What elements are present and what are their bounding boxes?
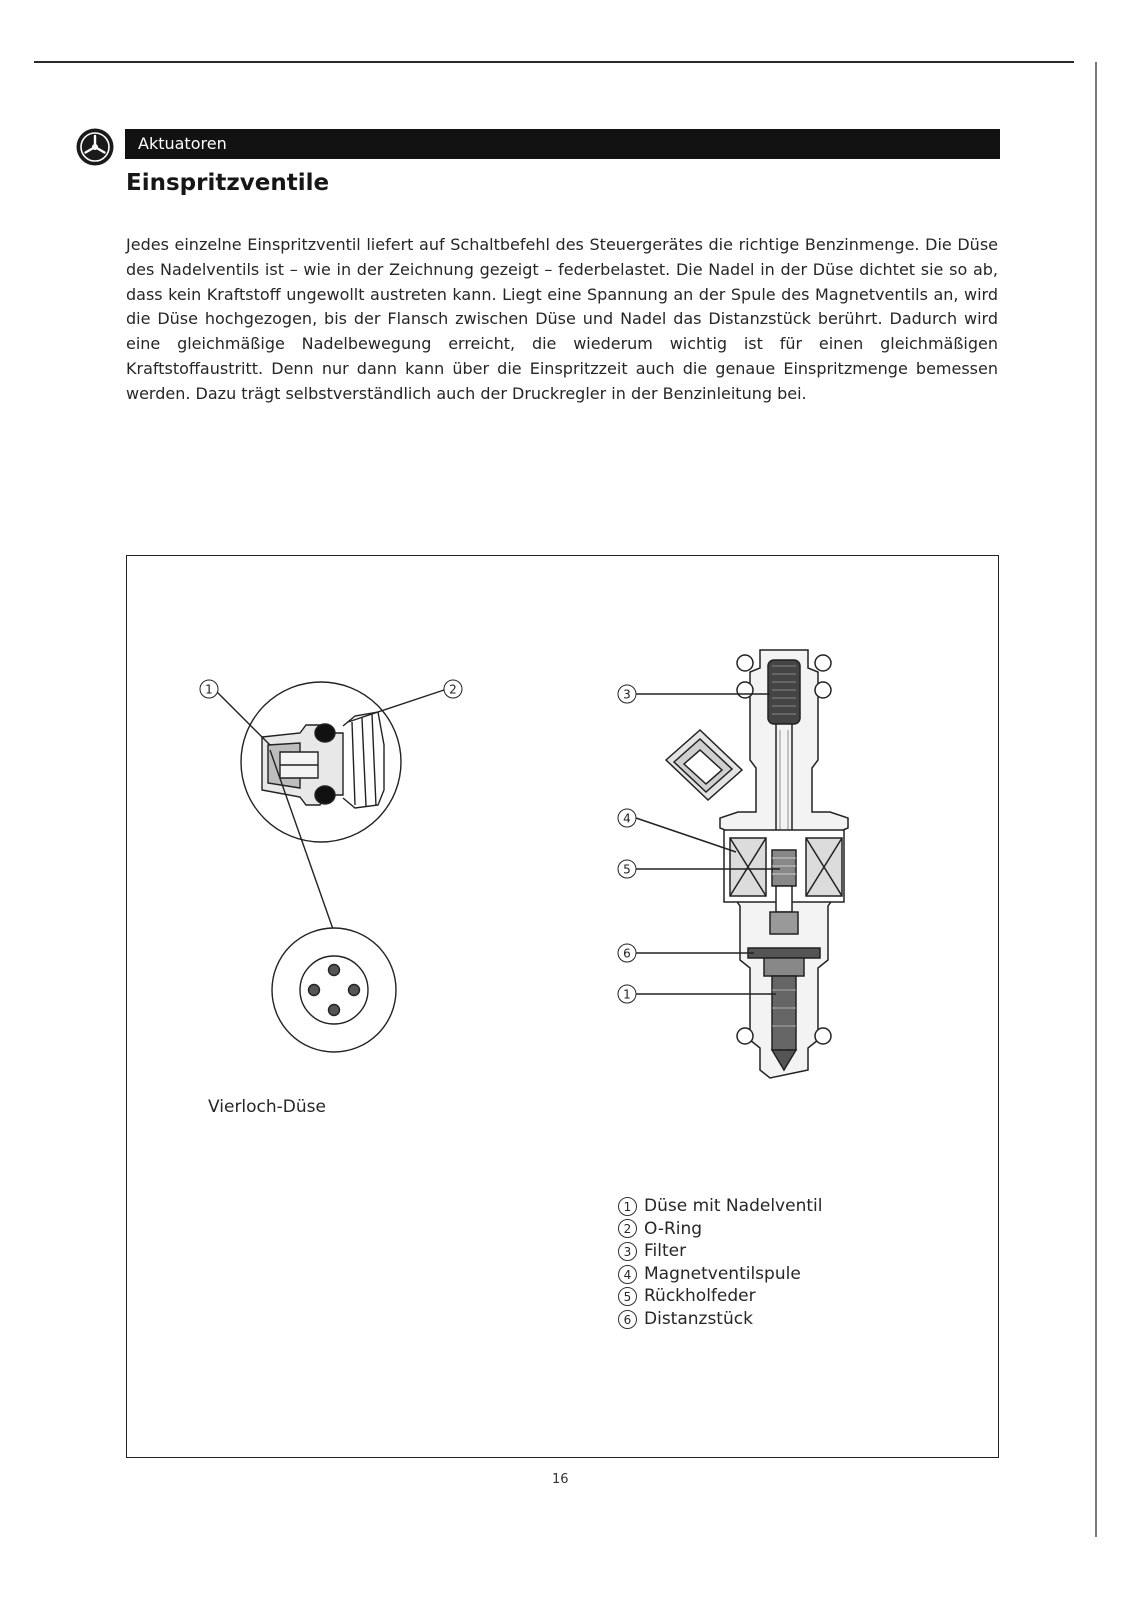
legend-label: Rückholfeder bbox=[644, 1286, 756, 1307]
legend-number: 5 bbox=[618, 1287, 637, 1306]
legend-label: Magnetventilspule bbox=[644, 1263, 801, 1284]
injector-cross-section bbox=[636, 650, 848, 1078]
legend-item bbox=[618, 1240, 822, 1263]
page-number: 16 bbox=[552, 1472, 569, 1487]
legend-label: Düse mit Nadelventil bbox=[644, 1196, 823, 1216]
nozzle-detail-view bbox=[216, 682, 444, 932]
legend-item bbox=[618, 1285, 822, 1308]
legend-label: O-Ring bbox=[644, 1218, 703, 1239]
callout-label: 6 bbox=[623, 946, 631, 961]
legend-item bbox=[618, 1263, 822, 1286]
legend-number: 1 bbox=[618, 1197, 637, 1216]
legend-item bbox=[618, 1195, 822, 1218]
legend-number: 4 bbox=[618, 1265, 637, 1284]
page-title: Einspritzventile bbox=[126, 170, 330, 196]
legend-item bbox=[618, 1218, 822, 1241]
body-paragraph: Jedes einzelne Einspritzventil liefert auf Schaltbefehl des Steuergerätes die richtige Benzinmenge. Die Düse des Nadelventils ist – wie in der Zeichnung gezeigt – federbelastet. Die Nadel in der Düse dichtet sie so ab, dass kein Kraftstoff ungewollt austreten kann. Liegt eine Spannung an der Spule des Magnetventils an, wird die Düse hochgezogen, bis der Flansch zwischen Düse und Nadel das Distanzstück berührt. Dadurch wird eine gleichmäßige Nadelbewegung erreicht, die wiederum wichtig ist für einen gleichmäßigen Kraftstoffaustritt. Denn nur dann kann über die Einspritzzeit auch die genaue Einspritzmenge bemessen werden. Dazu trägt selbstverständlich auch der Druckregler in der Benzinleitung bei. bbox=[126, 235, 998, 403]
callout-label: 5 bbox=[623, 862, 631, 877]
figure-caption: Vierloch-Düse bbox=[208, 1097, 326, 1117]
legend-label: Filter bbox=[644, 1241, 687, 1262]
callout-label: 3 bbox=[623, 687, 631, 702]
callout-label: 2 bbox=[449, 682, 457, 697]
legend-number: 6 bbox=[618, 1310, 637, 1329]
legend-label: Distanzstück bbox=[644, 1308, 753, 1329]
section-label: Aktuatoren bbox=[138, 134, 227, 153]
legend-number: 2 bbox=[618, 1219, 637, 1238]
legend-item bbox=[618, 1308, 822, 1331]
callout-label: 4 bbox=[623, 811, 631, 826]
callout-label: 1 bbox=[205, 682, 213, 697]
four-hole-nozzle-view bbox=[272, 928, 396, 1052]
figure-legend bbox=[618, 1195, 822, 1331]
legend-number: 3 bbox=[618, 1242, 637, 1261]
callout-label: 1 bbox=[623, 987, 631, 1002]
